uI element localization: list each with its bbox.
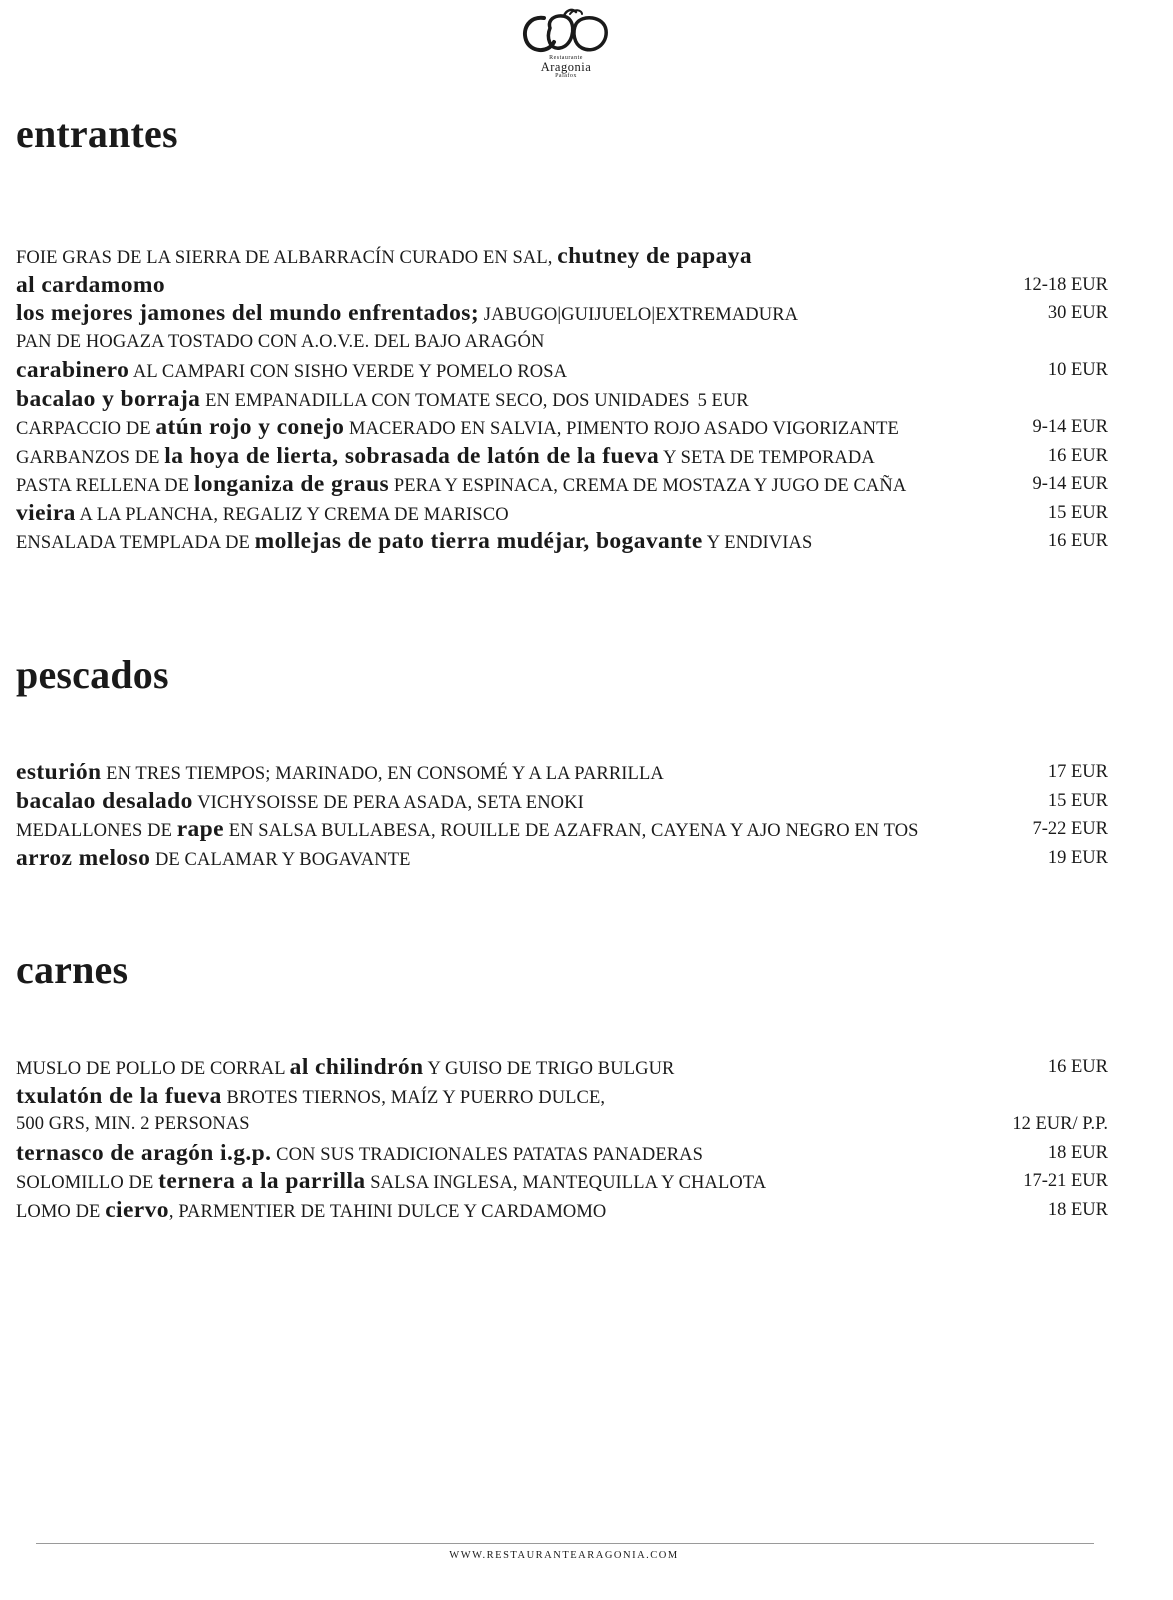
dish-description: PASTA RELLENA DE [16, 476, 194, 496]
dish-highlight: la hoya de lierta, sobrasada de latón de la fueva [164, 442, 660, 469]
dish-price: 7-22 EUR [1032, 819, 1108, 839]
dish-description: MUSLO DE POLLO DE CORRAL [16, 1059, 290, 1079]
menu-item [16, 385, 1108, 414]
section-title-carnes: carnes [16, 947, 129, 992]
menu-item [16, 299, 1108, 328]
dish-description: CARPACCIO DE [16, 419, 156, 439]
dish-description: Y GUISO DE TRIGO BULGUR [423, 1059, 675, 1079]
menu-item [16, 758, 1108, 787]
dish-highlight: arroz meloso [16, 844, 151, 871]
dish-price: 9-14 EUR [1032, 474, 1108, 494]
dish-description: MEDALLONES DE [16, 821, 177, 841]
dish-price: 12-18 EUR [1023, 274, 1108, 295]
dish-highlight: al cardamomo [16, 271, 166, 298]
dish-price: 12 EUR/ P.P. [1012, 1114, 1108, 1134]
dish-price: 10 EUR [1047, 360, 1108, 380]
menu-item [16, 1053, 1108, 1082]
dish-description: EN TRES TIEMPOS; MARINADO, EN CONSOMÉ Y A LA PARRILLA [101, 764, 664, 784]
restaurant-logo [516, 6, 616, 79]
dish-highlight: atún rojo y conejo [155, 414, 345, 440]
menu-item [16, 271, 1108, 300]
logo-line-1: Restaurante [549, 55, 583, 61]
dish-highlight: ternera a la parrilla [158, 1168, 366, 1194]
dish-highlight: ciervo [105, 1196, 169, 1223]
dish-price: 18 EUR [1047, 1199, 1108, 1220]
dish-price: 15 EUR [1047, 502, 1108, 523]
footer-divider [36, 1543, 1094, 1544]
menu-item [16, 356, 1108, 385]
dish-description: PERA Y ESPINACA, CREMA DE MOSTAZA Y JUGO DE CAÑA [389, 476, 907, 496]
footer-website: WWW.RESTAURANTEARAGONIA.COM [449, 1550, 679, 1561]
dish-description: AL CAMPARI CON SISHO VERDE Y POMELO ROSA [129, 362, 568, 382]
dish-description: SALSA INGLESA, MANTEQUILLA Y CHALOTA [365, 1173, 767, 1193]
dish-highlight: ternasco de aragón i.g.p. [16, 1139, 272, 1166]
dish-price: 18 EUR [1047, 1142, 1108, 1163]
dish-description: Y SETA DE TEMPORADA [659, 447, 875, 468]
section-items-carnes [16, 1053, 1108, 1224]
dish-description: 500 GRS, MIN. 2 PERSONAS [16, 1114, 250, 1134]
dish-price: 15 EUR [1047, 790, 1108, 811]
dish-highlight: vieira [16, 499, 76, 526]
section-items-entrantes [16, 242, 1108, 556]
dish-description: VICHYSOISSE DE PERA ASADA, SETA ENOKI [192, 792, 584, 813]
dish-price: 16 EUR [1047, 531, 1108, 551]
dish-price: 17 EUR [1047, 762, 1108, 782]
dish-price: 5 EUR [697, 390, 749, 411]
menu-item [16, 1110, 1108, 1139]
dish-price: 9-14 EUR [1032, 417, 1108, 437]
menu-item [16, 499, 1108, 528]
dish-description: FOIE GRAS DE LA SIERRA DE ALBARRACÍN CURADO EN SAL, [16, 248, 558, 268]
menu-item [16, 1139, 1108, 1168]
dish-description: EN SALSA BULLABESA, ROUILLE DE AZAFRAN, CAYENA Y AJO NEGRO EN TOS [223, 821, 919, 841]
dish-highlight: mollejas de pato tierra mudéjar, bogavante [254, 528, 703, 554]
dish-description: DE CALAMAR Y BOGAVANTE [150, 849, 411, 870]
dish-description: Y ENDIVIAS [702, 533, 813, 553]
dish-description: CON SUS TRADICIONALES PATATAS PANADERAS [271, 1144, 704, 1165]
dish-highlight: longaniza de graus [193, 471, 390, 497]
logo-line-2: Aragonia [540, 60, 592, 74]
menu-item [16, 787, 1108, 816]
section-title-entrantes: entrantes [16, 111, 178, 156]
menu-item [16, 844, 1108, 873]
dish-description: A LA PLANCHA, REGALIZ Y CREMA DE MARISCO [75, 504, 509, 525]
menu-item [16, 470, 1108, 499]
dish-highlight: chutney de papaya [557, 243, 753, 269]
dish-description: PAN DE HOGAZA TOSTADO CON A.O.V.E. DEL BAJO ARAGÓN [16, 331, 545, 352]
dish-description: , PARMENTIER DE TAHINI DULCE Y CARDAMOMO [168, 1201, 607, 1222]
menu-item [16, 242, 1108, 271]
dish-highlight: esturión [16, 759, 102, 785]
menu-item [16, 1167, 1108, 1196]
dish-highlight: al chilindrón [289, 1054, 424, 1080]
dish-description: GARBANZOS DE [16, 447, 165, 468]
dish-description: BROTES TIERNOS, MAÍZ Y PUERRO DULCE, [221, 1087, 606, 1108]
menu-item [16, 527, 1108, 556]
dish-highlight: bacalao desalado [16, 787, 193, 814]
dish-description: EN EMPANADILLA CON TOMATE SECO, DOS UNIDADES [200, 390, 690, 411]
dish-price: 16 EUR [1047, 445, 1108, 466]
dish-highlight: los mejores jamones del mundo enfrentados; [16, 300, 480, 326]
tomato-brush-logo-icon [520, 6, 612, 56]
menu-item [16, 815, 1108, 844]
menu-item [16, 442, 1108, 471]
dish-description: MACERADO EN SALVIA, PIMENTO ROJO ASADO VIGORIZANTE [344, 419, 899, 439]
dish-price: 30 EUR [1047, 303, 1108, 323]
menu-item [16, 328, 1108, 357]
dish-description: LOMO DE [16, 1201, 106, 1222]
section-items-pescados [16, 758, 1108, 872]
dish-highlight: txulatón de la fueva [16, 1082, 222, 1109]
dish-highlight: bacalao y borraja [16, 385, 201, 412]
logo-line-3: Palafox [555, 73, 577, 79]
dish-description: JABUGO|GUIJUELO|EXTREMADURA [479, 305, 799, 325]
dish-highlight: rape [176, 816, 224, 842]
menu-item [16, 413, 1108, 442]
dish-price: 19 EUR [1047, 847, 1108, 868]
menu-item [16, 1082, 1108, 1111]
dish-price: 17-21 EUR [1023, 1171, 1108, 1191]
dish-description: SOLOMILLO DE [16, 1173, 159, 1193]
dish-highlight: carabinero [16, 357, 130, 383]
section-title-pescados: pescados [16, 652, 169, 697]
dish-description: ENSALADA TEMPLADA DE [16, 533, 255, 553]
menu-item [16, 1196, 1108, 1225]
dish-price: 16 EUR [1047, 1057, 1108, 1077]
